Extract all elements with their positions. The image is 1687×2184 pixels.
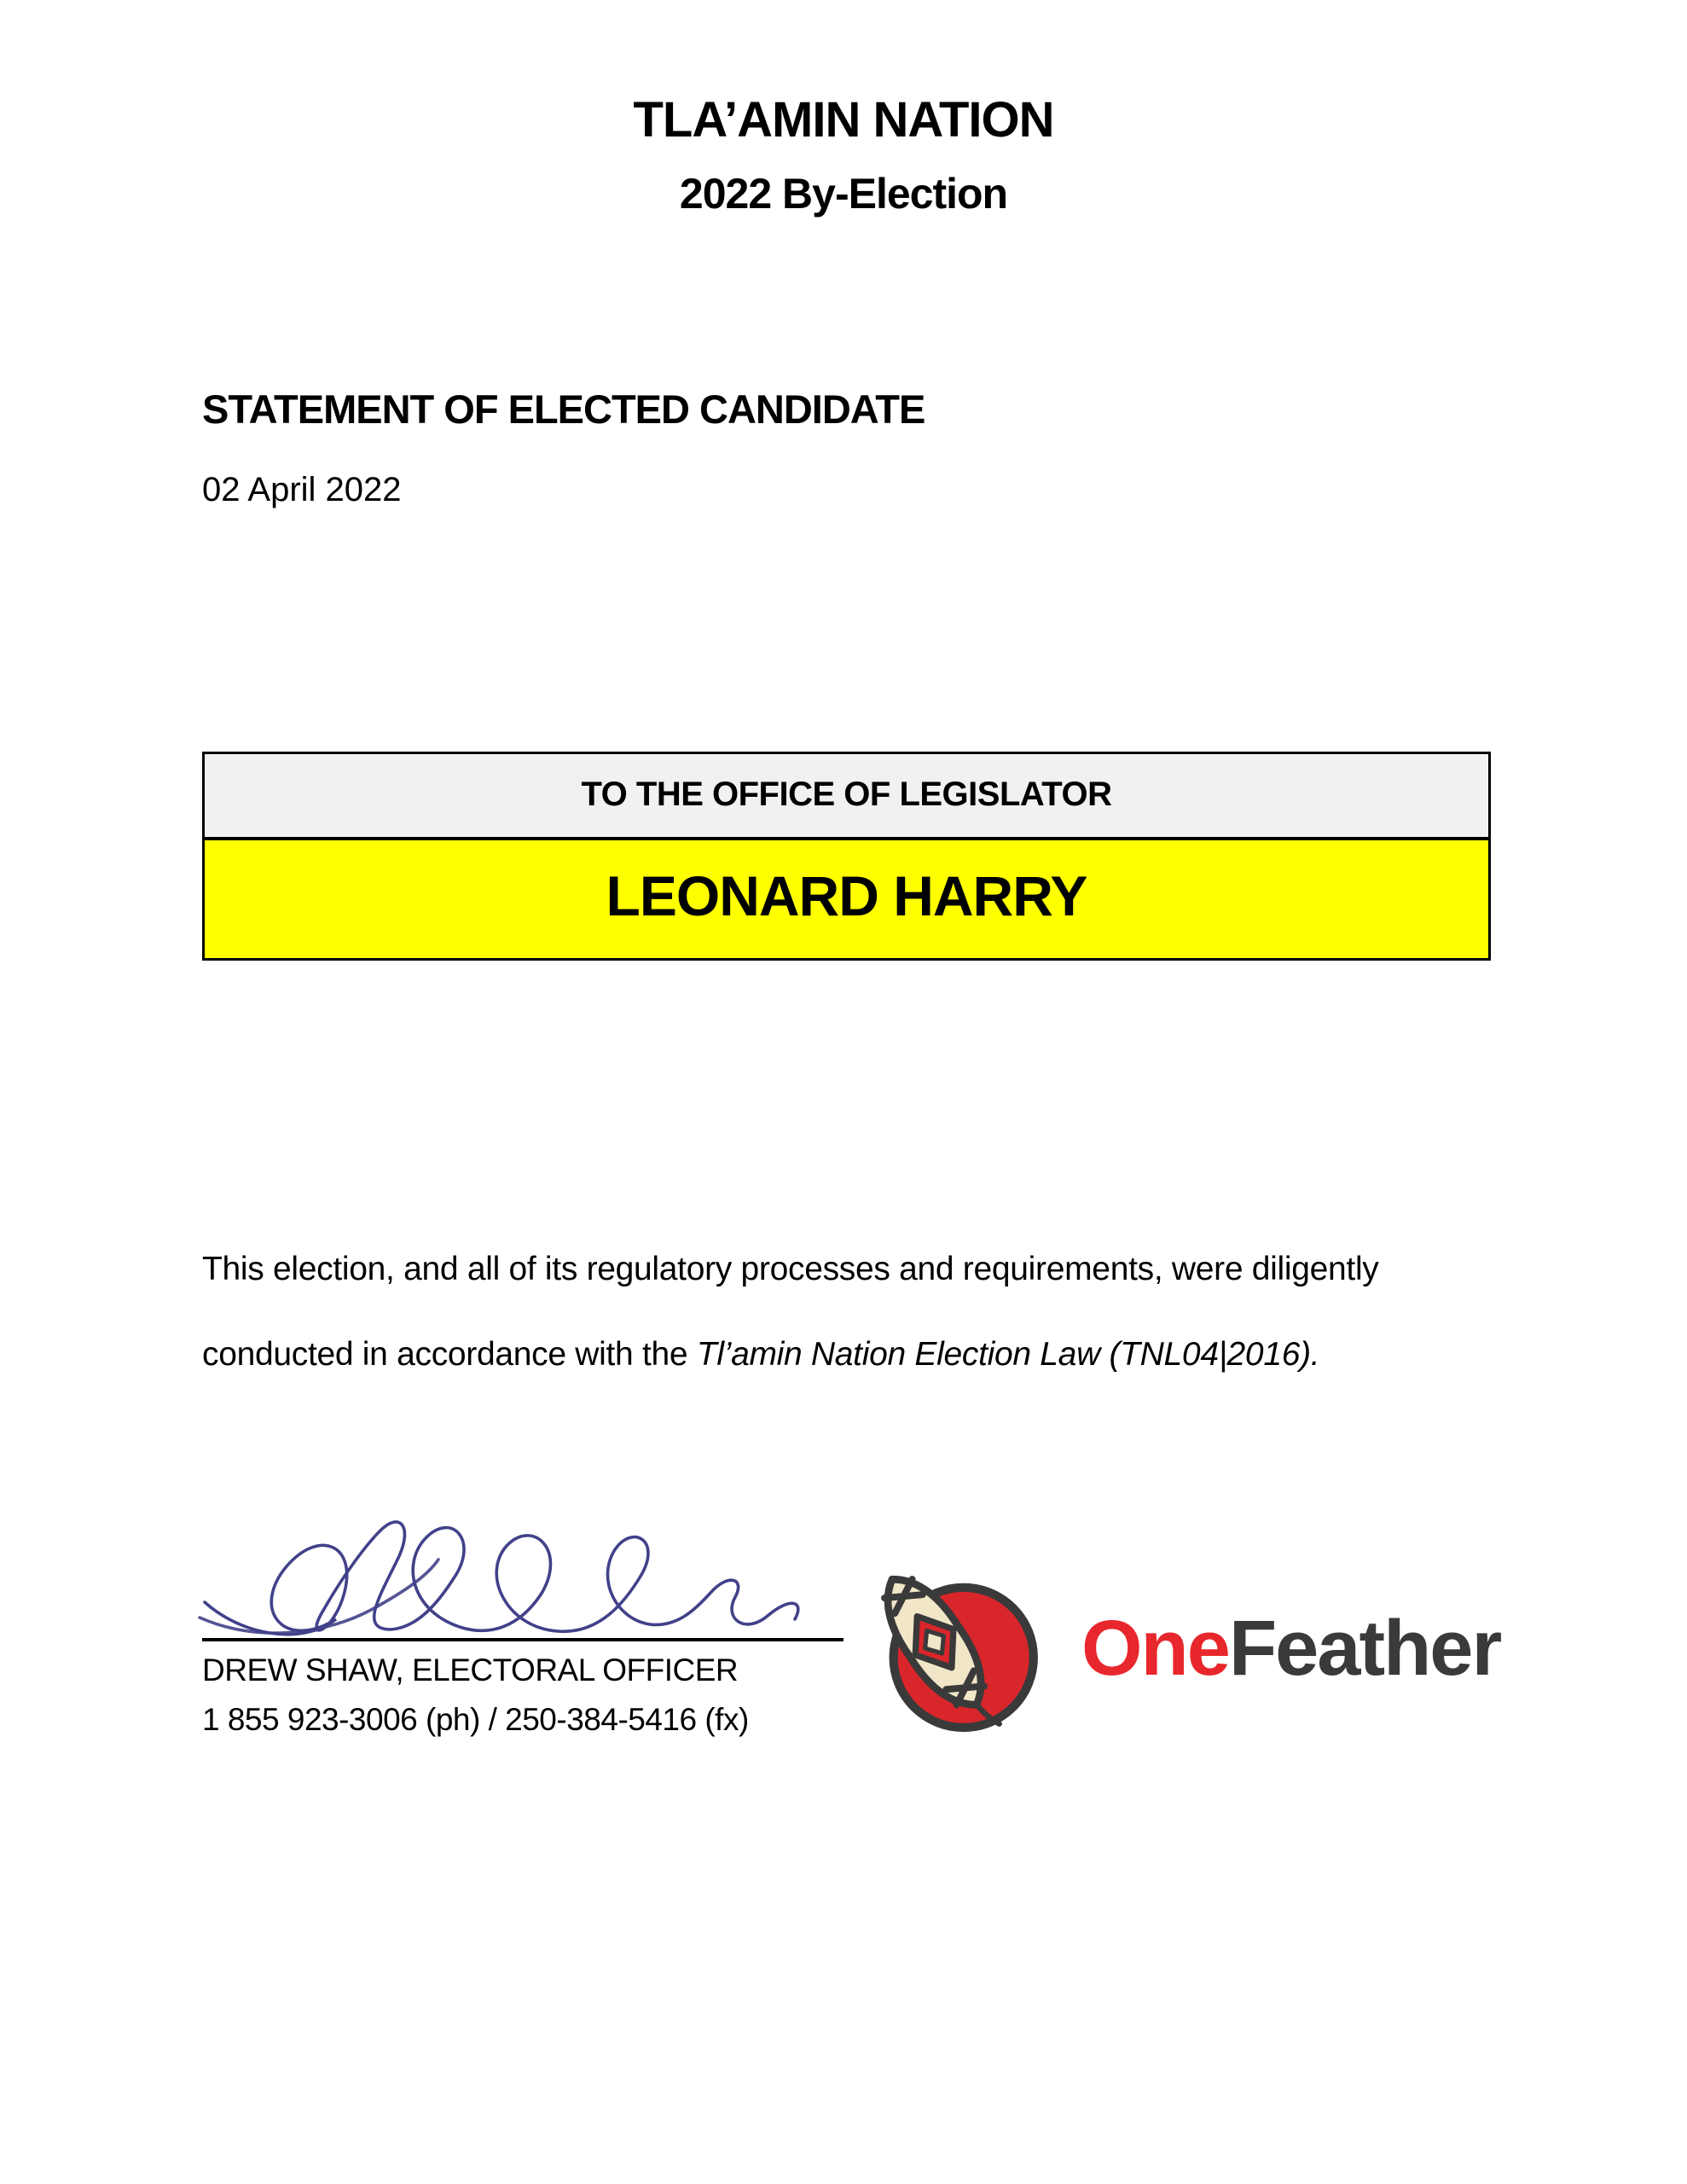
- onefeather-feather-circle-icon: [863, 1548, 1049, 1748]
- onefeather-wordmark: [1081, 1604, 1500, 1693]
- signatory-name: DREW SHAW, ELECTORAL OFFICER: [202, 1653, 739, 1687]
- signature-block: [202, 1493, 901, 1774]
- certification-text-regular: This election, and all of its regulatory processes and requirements, were diligently conducted in accordance with the: [202, 1251, 1379, 1373]
- office-box-header: TO THE OFFICE OF LEGISLATOR: [205, 754, 1488, 840]
- document-title: TLA’AMIN NATION: [633, 92, 1054, 148]
- signatory-phone: 1 855 923-3006 (ph) / 250-384-5416 (fx): [202, 1702, 749, 1737]
- document-date: 02 April 2022: [202, 471, 402, 508]
- title-block: [0, 92, 1687, 218]
- onefeather-logo: [863, 1548, 1500, 1748]
- certification-paragraph: [202, 1227, 1494, 1397]
- election-law-citation: Tl’amin Nation Election Law (TNL04|2016).: [696, 1335, 1320, 1373]
- handwritten-signature: [198, 1500, 825, 1653]
- wordmark-one: One: [1081, 1604, 1229, 1692]
- signature-line: [202, 1638, 844, 1641]
- section-heading: STATEMENT OF ELECTED CANDIDATE: [202, 386, 925, 432]
- candidate-name-highlight: LEONARD HARRY: [205, 840, 1488, 958]
- elected-candidate-box: [202, 752, 1491, 961]
- wordmark-feather: Feather: [1228, 1604, 1501, 1692]
- document-subtitle: 2022 By-Election: [679, 170, 1008, 218]
